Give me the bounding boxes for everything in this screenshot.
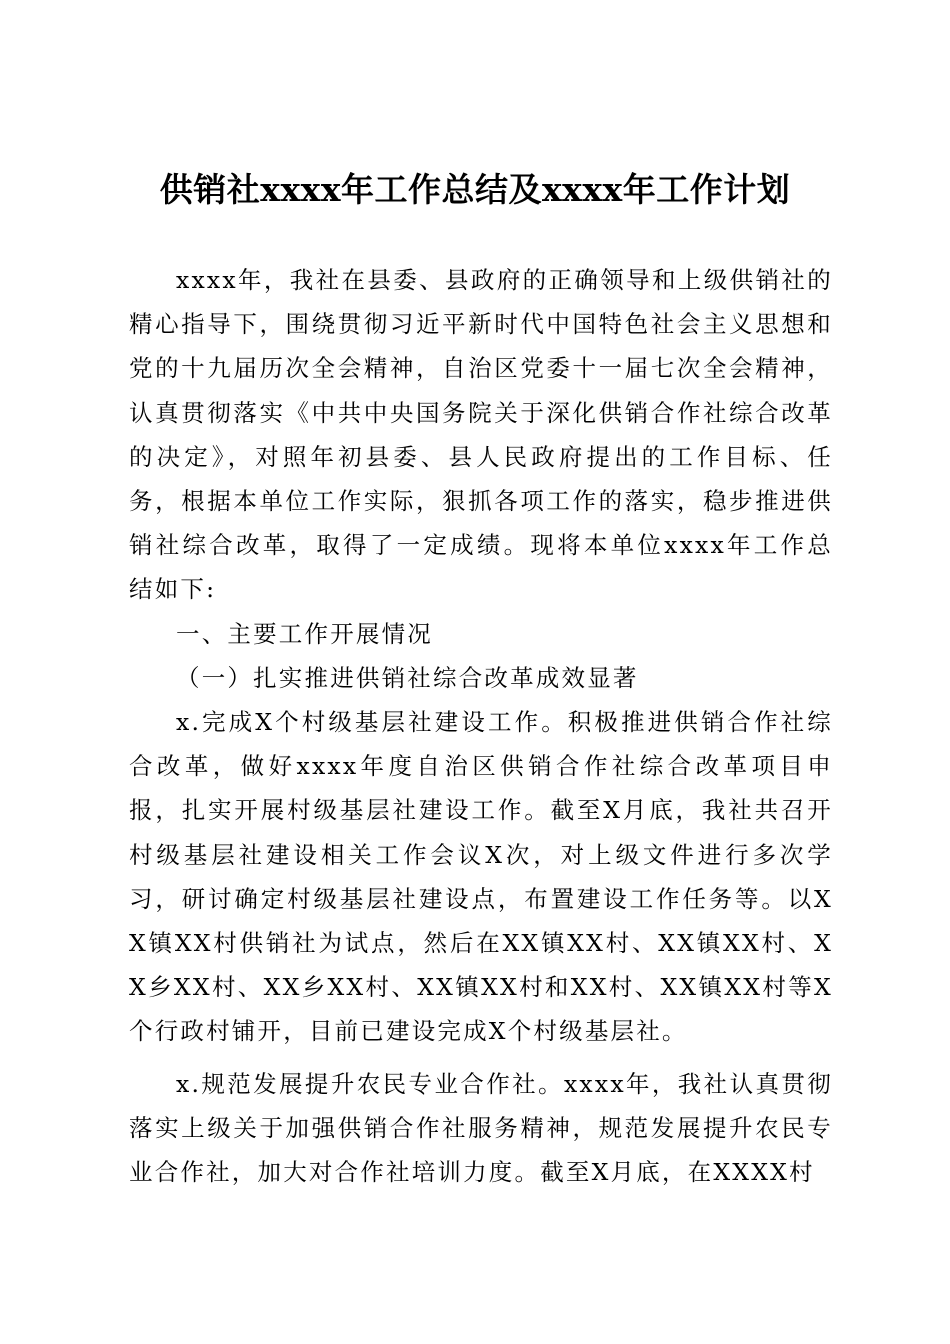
intro-paragraph: xxxx年，我社在县委、县政府的正确领导和上级供销社的精心指导下，围绕贯彻习近平新时代中国特色社会主义思想和党的十九届历次全会精神，自治区党委十一届七次全会精神，认真贯彻落实《中共中央国务院关于深化供销合作社综合改革的决定》，对照年初县委、县人民政府提出的工作目标、任务，根据本单位工作实际，狠抓各项工作的落实，稳步推进供销社综合改革，取得了一定成绩。现将本单位xxxx年工作总结如下:	[129, 266, 833, 604]
body-paragraph-2: x.规范发展提升农民专业合作社。xxxx年，我社认真贯彻落实上级关于加强供销合作社服务精神，规范发展提升农民专业合作社，加大对合作社培训力度。截至X月底，在XXXX村	[129, 1069, 833, 1187]
document-title: 供销社xxxx年工作总结及xxxx年工作计划	[159, 170, 791, 209]
document-body	[129, 258, 833, 1194]
section-heading: 一、主要工作开展情况	[176, 619, 433, 648]
subsection-heading: （一）扎实推进供销社综合改革成效显著	[176, 663, 639, 692]
body-paragraph-1: x.完成X个村级基层社建设工作。积极推进供销合作社综合改革，做好xxxx年度自治区供销合作社综合改革项目申报，扎实开展村级基层社建设工作。截至X月底，我社共召开村级基层社建设相关工作会议X次，对上级文件进行多次学习，研讨确定村级基层社建设点，布置建设工作任务等。以XX镇XX村供销社为试点，然后在XX镇XX村、XX镇XX村、XX乡XX村、XX乡XX村、XX镇XX村和XX村、XX镇XX村等X个行政村铺开，目前已建设完成X个村级基层社。	[129, 708, 833, 1046]
